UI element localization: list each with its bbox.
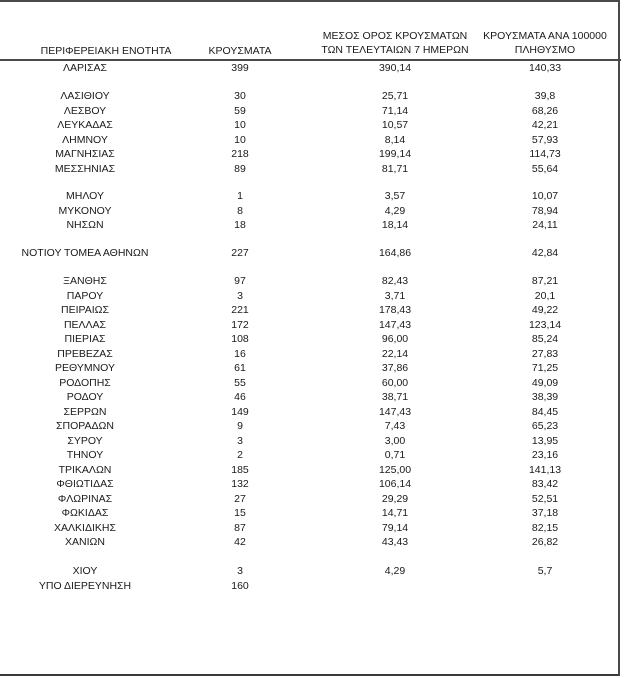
region-cell: ΣΕΡΡΩΝ	[63, 405, 107, 418]
header-per100k-line2: ΠΛΗΘΥΣΜΟ	[514, 44, 576, 56]
per100k-cell: 37,18	[531, 507, 559, 519]
per100k-cell: 49,22	[531, 304, 559, 316]
per100k-cell: 13,95	[531, 434, 559, 447]
avg7-cell: 37,86	[381, 362, 409, 374]
region-cell: ΦΩΚΙΔΑΣ	[61, 507, 109, 519]
table-row	[0, 118, 621, 133]
table-row	[0, 347, 621, 362]
table-row	[0, 89, 621, 104]
per100k-cell: 52,51	[531, 492, 559, 505]
table-row	[0, 289, 621, 304]
avg7-cell: 18,14	[381, 219, 409, 231]
region-cell: ΛΕΥΚΑΔΑΣ	[57, 119, 113, 131]
region-cell: ΠΑΡΟΥ	[66, 289, 104, 302]
avg7-cell: 390,14	[378, 62, 412, 74]
per100k-cell: 84,45	[531, 405, 559, 418]
cases-cell: 10	[234, 119, 246, 131]
avg7-cell: 125,00	[378, 463, 412, 476]
avg7-cell: 10,57	[381, 119, 409, 131]
per100k-cell: 38,39	[531, 391, 559, 403]
avg7-cell: 60,00	[381, 376, 409, 389]
avg7-cell: 4,29	[384, 204, 406, 217]
table-row	[0, 419, 621, 434]
avg7-cell: 38,71	[381, 391, 409, 403]
avg7-cell: 8,14	[384, 133, 406, 146]
header-per100k-line1: ΚΡΟΥΣΜΑΤΑ ΑΝΑ 100000	[483, 30, 607, 42]
header-per100k	[470, 29, 620, 57]
avg7-cell: 147,43	[378, 405, 412, 418]
cases-cell: 61	[234, 362, 246, 374]
table-row	[0, 332, 621, 347]
per100k-cell: 65,23	[531, 420, 559, 432]
avg7-cell: 79,14	[381, 521, 409, 534]
cases-cell: 3	[237, 434, 243, 447]
region-cell: ΦΘΙΩΤΙΔΑΣ	[56, 478, 114, 490]
table-row	[0, 218, 621, 233]
avg7-cell: 106,14	[378, 478, 412, 490]
cases-cell: 97	[234, 275, 246, 287]
cases-cell: 89	[234, 162, 246, 175]
table-row	[0, 162, 621, 177]
avg7-cell: 164,86	[378, 247, 412, 259]
cases-cell: 132	[231, 478, 249, 490]
avg7-cell: 14,71	[381, 507, 409, 519]
cases-cell: 42	[234, 536, 246, 548]
per100k-cell: 26,82	[531, 536, 559, 548]
table-row	[0, 189, 621, 204]
cases-cell: 9	[237, 420, 243, 432]
table-row	[0, 535, 621, 550]
avg7-cell: 22,14	[381, 347, 409, 360]
avg7-cell: 3,00	[384, 434, 406, 447]
table-row	[0, 133, 621, 148]
region-cell: ΛΑΡΙΣΑΣ	[63, 62, 107, 74]
per100k-cell: 71,25	[531, 362, 559, 374]
region-cell: ΤΗΝΟΥ	[66, 449, 104, 461]
table-row	[0, 376, 621, 391]
cases-cell: 227	[231, 247, 249, 259]
region-cell: ΥΠΟ ΔΙΕΡΕΥΝΗΣΗ	[38, 579, 132, 592]
avg7-cell: 3,71	[384, 289, 406, 302]
header-cases: ΚΡΟΥΣΜΑΤΑ	[208, 45, 272, 57]
cases-cell: 30	[234, 90, 246, 102]
table-row	[0, 579, 621, 594]
table-row	[0, 390, 621, 405]
region-cell: ΧΑΝΙΩΝ	[65, 536, 105, 548]
table-row	[0, 521, 621, 536]
per100k-cell: 49,09	[531, 376, 559, 389]
cases-cell: 10	[234, 133, 246, 146]
table-row	[0, 564, 621, 579]
cases-cell: 218	[231, 148, 249, 160]
per100k-cell: 83,42	[531, 478, 559, 490]
per100k-cell: 87,21	[531, 275, 559, 287]
header-avg7-line1: ΜΕΣΟΣ ΟΡΟΣ ΚΡΟΥΣΜΑΤΩΝ	[322, 30, 468, 42]
per100k-cell: 5,7	[537, 565, 553, 577]
cases-cell: 160	[231, 579, 249, 592]
cases-cell: 59	[234, 104, 246, 117]
region-cell: ΛΗΜΝΟΥ	[62, 133, 108, 146]
table-row	[0, 303, 621, 318]
avg7-cell: 29,29	[381, 492, 409, 505]
avg7-cell: 199,14	[378, 148, 412, 160]
region-cell: ΞΑΝΘΗΣ	[63, 275, 107, 287]
cases-cell: 55	[234, 376, 246, 389]
region-cell: ΠΡΕΒΕΖΑΣ	[57, 347, 113, 360]
region-cell: ΣΥΡΟΥ	[67, 434, 103, 447]
avg7-cell: 147,43	[378, 318, 412, 331]
cases-cell: 172	[231, 318, 249, 331]
per100k-cell: 57,93	[531, 133, 559, 146]
table-row	[0, 246, 621, 261]
per100k-cell: 141,13	[528, 463, 562, 476]
avg7-cell: 81,71	[381, 162, 409, 175]
header-avg7	[300, 29, 490, 57]
region-cell: ΛΑΣΙΘΙΟΥ	[60, 90, 110, 102]
table-row	[0, 463, 621, 478]
region-cell: ΡΟΔΟΥ	[66, 391, 104, 403]
table-row	[0, 318, 621, 333]
avg7-cell: 96,00	[381, 333, 409, 345]
cases-cell: 2	[237, 449, 243, 461]
region-cell: ΛΕΣΒΟΥ	[63, 104, 107, 117]
region-cell: ΡΟΔΟΠΗΣ	[59, 376, 111, 389]
cases-cell: 108	[231, 333, 249, 345]
cases-cell: 1	[237, 190, 243, 202]
cases-cell: 87	[234, 521, 246, 534]
region-cell: ΠΙΕΡΙΑΣ	[64, 333, 106, 345]
per100k-cell: 123,14	[528, 318, 562, 331]
per100k-cell: 20,1	[534, 289, 556, 302]
table-row	[0, 274, 621, 289]
cases-cell: 15	[234, 507, 246, 519]
region-cell: ΜΑΓΝΗΣΙΑΣ	[55, 148, 115, 160]
per100k-cell: 27,83	[531, 347, 559, 360]
cases-cell: 185	[231, 463, 249, 476]
region-cell: ΣΠΟΡΑΔΩΝ	[56, 420, 114, 432]
avg7-cell: 71,14	[381, 104, 409, 117]
table-row	[0, 506, 621, 521]
header-region: ΠΕΡΙΦΕΡΕΙΑΚΗ ΕΝΟΤΗΤΑ	[40, 45, 172, 57]
cases-cell: 221	[231, 304, 249, 316]
region-cell: ΧΙΟΥ	[72, 565, 98, 577]
region-cell: ΜΕΣΣΗΝΙΑΣ	[54, 162, 116, 175]
per100k-cell: 39,8	[534, 90, 556, 102]
region-cell: ΝΗΣΩΝ	[66, 219, 104, 231]
per100k-cell: 114,73	[529, 148, 561, 160]
cases-cell: 18	[234, 219, 246, 231]
avg7-cell: 3,57	[384, 190, 406, 202]
region-cell: ΝΟΤΙΟΥ ΤΟΜΕΑ ΑΘΗΝΩΝ	[21, 247, 149, 259]
table-row	[0, 204, 621, 219]
per100k-cell: 68,26	[531, 104, 559, 117]
cases-cell: 3	[237, 565, 243, 577]
per100k-cell: 55,64	[531, 162, 559, 175]
table-row	[0, 434, 621, 449]
per100k-cell: 24,11	[532, 219, 558, 231]
table-row	[0, 361, 621, 376]
table-row	[0, 477, 621, 492]
cases-cell: 46	[234, 391, 246, 403]
per100k-cell: 78,94	[531, 204, 559, 217]
cases-cell: 8	[237, 204, 243, 217]
region-cell: ΦΛΩΡΙΝΑΣ	[57, 492, 113, 505]
avg7-cell: 7,43	[384, 420, 406, 432]
region-cell: ΜΥΚΟΝΟΥ	[58, 204, 112, 217]
region-cell: ΧΑΛΚΙΔΙΚΗΣ	[54, 521, 116, 534]
avg7-cell: 0,71	[384, 449, 406, 461]
cases-cell: 3	[237, 289, 243, 302]
table-row	[0, 492, 621, 507]
per100k-cell: 10,07	[531, 190, 559, 202]
region-cell: ΜΗΛΟΥ	[66, 190, 104, 202]
per100k-cell: 42,84	[531, 247, 559, 259]
cases-cell: 149	[231, 405, 249, 418]
region-cell: ΠΕΙΡΑΙΩΣ	[61, 304, 109, 316]
avg7-cell: 25,71	[381, 90, 409, 102]
per100k-cell: 42,21	[531, 119, 559, 131]
avg7-cell: 82,43	[381, 275, 409, 287]
region-cell: ΠΕΛΛΑΣ	[63, 318, 107, 331]
cases-cell: 27	[234, 492, 246, 505]
table-row	[0, 104, 621, 119]
table-row	[0, 405, 621, 420]
cases-cell: 16	[234, 347, 246, 360]
table-row	[0, 147, 621, 162]
table-row	[0, 61, 621, 76]
table-row	[0, 448, 621, 463]
avg7-cell: 178,43	[378, 304, 412, 316]
per100k-cell: 140,33	[528, 62, 562, 74]
region-cell: ΡΕΘΥΜΝΟΥ	[54, 362, 115, 374]
avg7-cell: 4,29	[384, 565, 406, 577]
per100k-cell: 82,15	[531, 521, 559, 534]
per100k-cell: 85,24	[531, 333, 559, 345]
cases-cell: 399	[231, 62, 249, 74]
avg7-cell: 43,43	[381, 536, 409, 548]
region-cell: ΤΡΙΚΑΛΩΝ	[58, 463, 112, 476]
per100k-cell: 23,16	[531, 449, 559, 461]
header-avg7-line2: ΤΩΝ ΤΕΛΕΥΤΑΙΩΝ 7 ΗΜΕΡΩΝ	[321, 44, 469, 56]
